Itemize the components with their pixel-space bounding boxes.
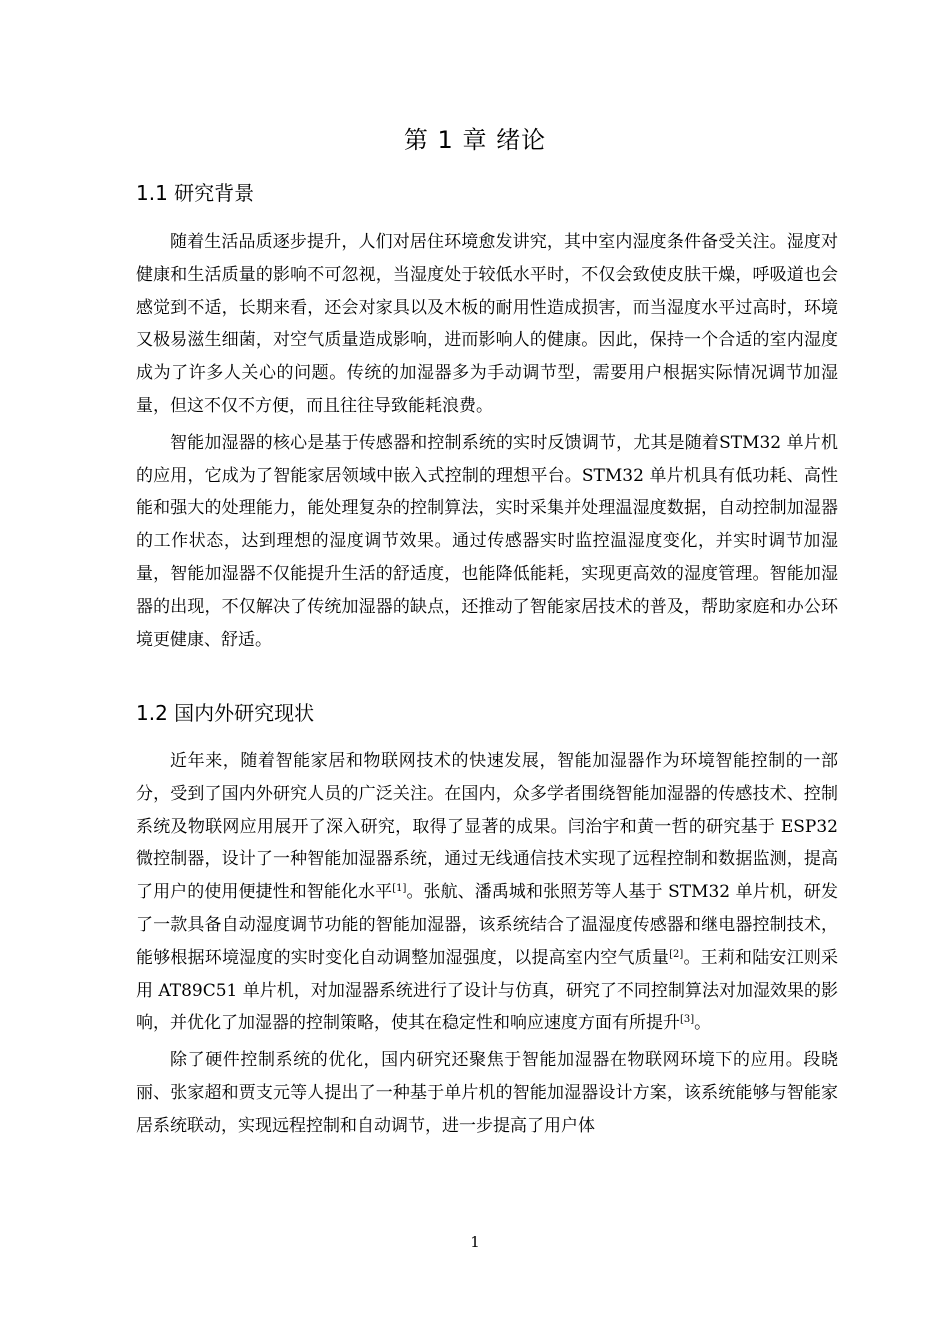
section-title-1-2: 1.2 国内外研究现状	[136, 701, 315, 725]
paragraph-text: 。	[694, 1013, 712, 1034]
paragraph: 随着生活品质逐步提升，人们对居住环境愈发讲究，其中室内湿度条件备受关注。湿度对健康和生活质量的影响不可忽视，当湿度处于较低水平时，不仅会致使皮肤干燥，呼吸道也会感觉到不适，长期来看，还会对家具以及木板的耐用性造成损害，而当湿度水平过高时，环境又极易滋生细菌，对空气质量造成影响，进而影响人的健康。因此，保持一个合适的室内湿度成为了许多人关心的问题。传统的加湿器多为手动调节型，需要用户根据实际情况调节加湿量，但这不仅不方便，而且往往导致能耗浪费。	[136, 232, 838, 416]
page-number: 1	[470, 1233, 480, 1251]
chapter-title: 第 1 章 绪论	[403, 126, 547, 154]
citation-ref: [2]	[669, 948, 684, 960]
paragraph: 除了硬件控制系统的优化，国内研究还聚焦于智能加湿器在物联网环境下的应用。段晓丽、张家超和贾支元等人提出了一种基于单片机的智能加湿器设计方案，该系统能够与智能家居系统联动，实现远程控制和自动调节，进一步提高了用户体	[136, 1050, 838, 1136]
section-title-1-1: 1.1 研究背景	[136, 181, 255, 205]
paragraph	[136, 745, 838, 1040]
section-1-1-body	[136, 226, 838, 656]
paragraph-text: 。张航、潘禹城和张照芳等人基于 STM32 单片机，研发了一款具备自动湿度调节功能的智能加湿器，该系统结合了温湿度传感器和继电器控制技术，能够根据环境湿度的实时变化自动调整加湿强度，以提高室内空气质量	[136, 882, 838, 968]
citation-ref: [1]	[392, 883, 407, 895]
paragraph-text: 近年来，随着智能家居和物联网技术的快速发展，智能加湿器作为环境智能控制的一部分，受到了国内外研究人员的广泛关注。在国内，众多学者围绕智能加湿器的传感技术、控制系统及物联网应用展开了深入研究，取得了显著的成果。闫治宇和黄一哲的研究基于 ESP32 微控制器，设计了一种智能加湿器系统，通过无线通信技术实现了远程控制和数据监测，提高了用户的使用便捷性和智能化水平	[136, 751, 838, 903]
paragraph-text: 。王莉和陆安江则采用 AT89C51 单片机，对加湿器系统进行了设计与仿真，研究了不同控制算法对加湿效果的影响，并优化了加湿器的控制策略，使其在稳定性和响应速度方面有所提升	[136, 947, 839, 1034]
paragraph: 智能加湿器的核心是基于传感器和控制系统的实时反馈调节，尤其是随着STM32 单片机的应用，它成为了智能家居领域中嵌入式控制的理想平台。STM32 单片机具有低功耗、高性能和强大的处理能力，能处理复杂的控制算法，实时采集并处理温湿度数据，自动控制加湿器的工作状态，达到理想的湿度调节效果。通过传感器实时监控温湿度变化，并实时调节加湿量，智能加湿器不仅能提升生活的舒适度，也能降低能耗，实现更高效的湿度管理。智能加湿器的出现，不仅解决了传统加湿器的缺点，还推动了智能家居技术的普及，帮助家庭和办公环境更健康、舒适。	[136, 432, 838, 650]
section-1-2-body	[136, 745, 838, 1143]
citation-ref: [3]	[680, 1014, 695, 1026]
